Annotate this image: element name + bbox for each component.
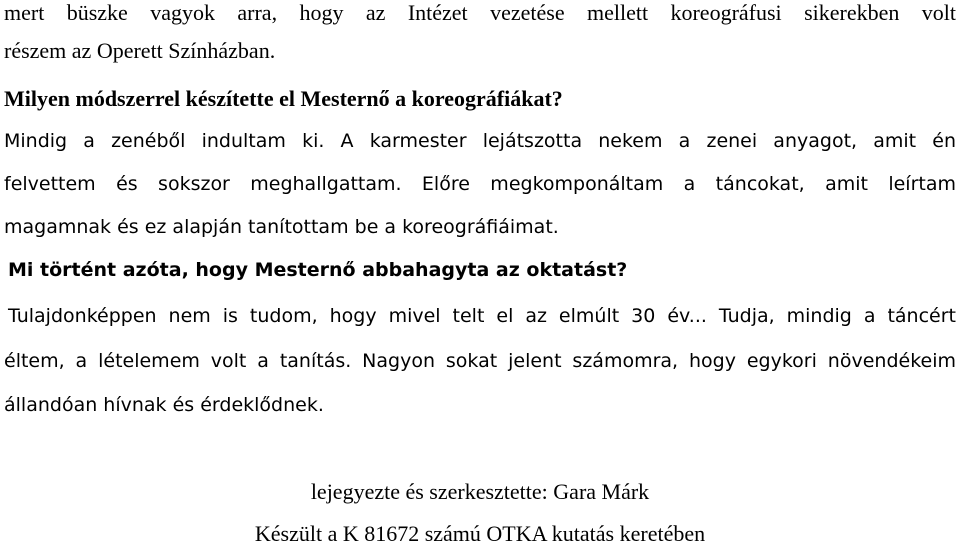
funding-line: Készült a K 81672 számú OTKA kutatás keretében <box>254 521 706 546</box>
credit-line: lejegyezte és szerkesztette: Gara Márk <box>310 479 650 504</box>
answer-line-6: állandóan hívnak és érdeklődnek. <box>4 394 324 416</box>
answer-line-5: éltem, a lételemem volt a tanítás. Nagyon sokat jelent számomra, hogy egykori növendékeim <box>4 350 956 372</box>
text-line-1: mert büszke vagyok arra, hogy az Intézet vezetése mellett koreográfusi sikerekben volt <box>4 0 956 25</box>
interview-question-1: Milyen módszerrel készítette el Mesternő a koreográfiákat? <box>4 86 563 111</box>
answer-line-2: felvettem és sokszor meghallgattam. Előre megkomponáltam a táncokat, amit leírtam <box>4 173 956 195</box>
answer-line-4: Tulajdonképpen nem is tudom, hogy mivel telt el az elmúlt 30 év... Tudja, mindig a táncért <box>8 305 956 327</box>
answer-line-3: magamnak és ez alapján tanítottam be a koreográfiáimat. <box>4 216 559 238</box>
interview-question-2: Mi történt azóta, hogy Mesternő abbahagyta az oktatást? <box>8 259 628 281</box>
text-line-2: részem az Operett Színházban. <box>4 38 276 63</box>
answer-line-1: Mindig a zenéből indultam ki. A karmester lejátszotta nekem a zenei anyagot, amit én <box>4 130 956 152</box>
